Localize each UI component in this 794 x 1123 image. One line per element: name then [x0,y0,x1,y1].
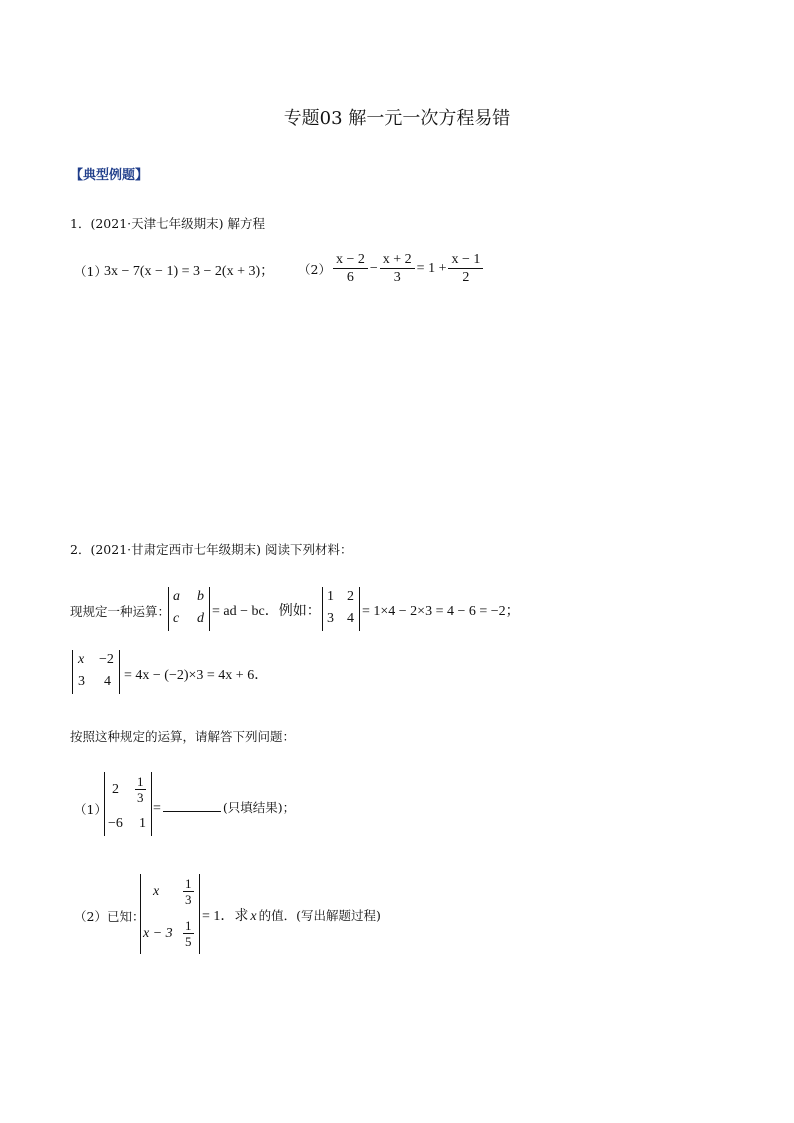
p1-equals: = [153,801,161,816]
q1-part2 [298,251,485,286]
q1-part1-label: （1） [74,264,107,279]
ex1-c: 3 [327,611,334,626]
p1-b-numerator: 1 [137,774,144,789]
p1-c: −6 [108,816,123,831]
part1-answer [153,798,295,817]
minus-sign: − [369,260,378,276]
ex1-d: 4 [347,611,354,626]
p1-d: 1 [139,816,146,831]
p1-suffix: (只填结果)； [222,800,296,815]
p1-b-denominator: 3 [137,790,144,805]
section-label: 【典型例题】 [70,168,149,183]
det-d: d [197,611,204,626]
p2-b-numerator: 1 [185,876,192,891]
q1-heading: 1．(2021·天津七年级期末) 解方程 [70,216,265,231]
p2-d-denominator: 5 [185,934,192,949]
fraction-3-denominator: 2 [462,270,470,285]
fraction-2-numerator: x + 2 [380,251,415,269]
fraction-1 [333,251,368,286]
ex2-b: −2 [99,652,114,667]
example2-determinant [72,650,120,694]
q2-part2-label: （2）已知： [74,909,145,924]
fraction-1-denominator: 6 [346,270,354,285]
p2-b-denominator: 3 [185,892,192,907]
q2-part1-label: （1） [74,802,107,817]
p2-a: x [153,884,160,899]
example1-determinant [322,587,360,631]
p1-b-fraction [135,774,146,805]
fraction-3 [448,251,483,286]
equals-one-plus: = 1 + [416,260,447,276]
part1-determinant [104,772,152,836]
p2-d-fraction [183,918,194,949]
part2-rhs [202,905,381,925]
answer-blank[interactable] [163,799,221,812]
definition-text: 现规定一种运算： [70,604,171,619]
p2-variable: x [250,909,257,924]
det-c: c [173,611,180,626]
det-a: a [173,589,180,604]
p2-tail: 的值．(写出解题过程) [258,908,381,923]
ex2-a: x [78,652,85,667]
ex2-c: 3 [78,674,85,689]
p2-equals-one: = 1．求 [202,909,249,924]
example2-rhs: = 4x − (−2)×3 = 4x + 6． [124,668,269,683]
p2-c: x − 3 [143,926,173,941]
q2-heading: 2．(2021·甘肃定西市七年级期末) 阅读下列材料： [70,542,353,557]
part2-determinant [140,874,200,954]
q1-part1-equation: 3x − 7(x − 1) = 3 − 2(x + 3)； [104,264,275,279]
fraction-2-denominator: 3 [393,270,401,285]
ex2-d: 4 [104,674,111,689]
definition-rhs: = ad − bc．例如： [212,604,321,619]
ex1-a: 1 [327,589,334,604]
p2-d-numerator: 1 [185,918,192,933]
fraction-3-numerator: x − 1 [448,251,483,269]
det-b: b [197,589,204,604]
page-title: 专题03 解一元一次方程易错 [283,108,511,129]
definition-determinant [168,587,210,631]
q1-part2-label: （2） [298,261,331,277]
fraction-1-numerator: x − 2 [333,251,368,269]
ex1-b: 2 [347,589,354,604]
p1-a: 2 [112,782,119,797]
p2-b-fraction [183,876,194,907]
example1-rhs: = 1×4 − 2×3 = 4 − 6 = −2； [362,604,520,619]
fraction-2 [380,251,415,286]
instruction-text: 按照这种规定的运算，请解答下列问题： [70,729,296,744]
